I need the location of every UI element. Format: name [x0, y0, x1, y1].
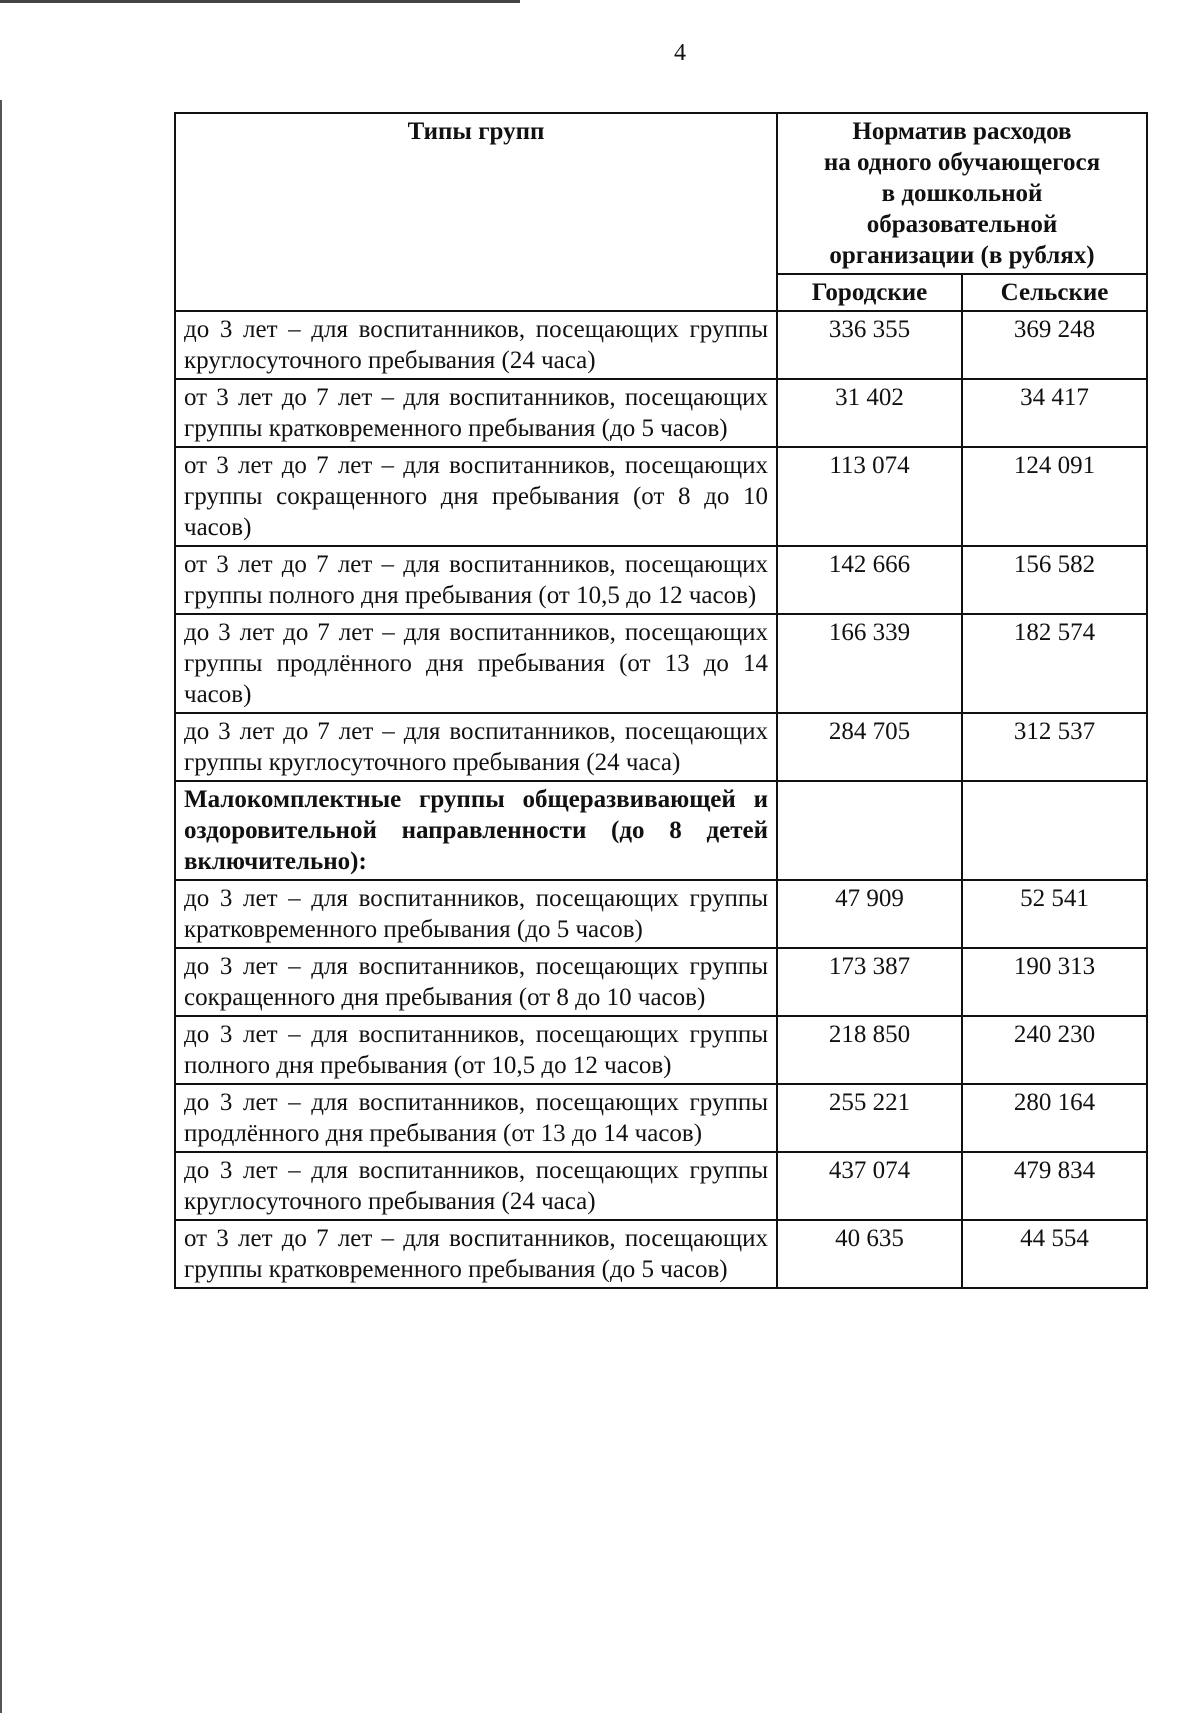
types-column-header: Типы групп [175, 113, 777, 311]
rural-value-cell: 280 164 [962, 1084, 1147, 1152]
page-number: 4 [674, 40, 686, 66]
group-type-cell: от 3 лет до 7 лет – для воспитанников, посещающих группы кратковременного пребывания (до 5 часов) [175, 1220, 777, 1288]
table-row [175, 713, 1147, 781]
table-row [175, 1152, 1147, 1220]
rural-value-cell [962, 781, 1147, 880]
table-row [175, 546, 1147, 614]
norm-header-line: на одного обучающегося [823, 149, 1101, 176]
table-body [175, 311, 1147, 1288]
table-row [175, 1084, 1147, 1152]
table-row [175, 311, 1147, 379]
urban-value-cell: 31 402 [777, 379, 962, 447]
table-row [175, 880, 1147, 948]
norm-column-header [777, 113, 1147, 274]
norm-header-line: Норматив расходов [852, 118, 1072, 145]
group-type-cell: от 3 лет до 7 лет – для воспитанников, посещающих группы полного дня пребывания (от 10,5 до 12 часов) [175, 546, 777, 614]
urban-value-cell: 40 635 [777, 1220, 962, 1288]
rural-value-cell: 369 248 [962, 311, 1147, 379]
table-row [175, 447, 1147, 546]
rural-value-cell: 182 574 [962, 614, 1147, 713]
urban-column-header: Городские [777, 274, 962, 311]
urban-value-cell: 142 666 [777, 546, 962, 614]
group-type-cell: до 3 лет – для воспитанников, посещающих группы круглосуточного пребывания (24 часа) [175, 311, 777, 379]
scan-top-edge [0, 0, 520, 3]
rural-value-cell: 240 230 [962, 1016, 1147, 1084]
cost-norm-table [174, 112, 1148, 1289]
group-type-cell: до 3 лет до 7 лет – для воспитанников, посещающих группы круглосуточного пребывания (24 часа) [175, 713, 777, 781]
rural-value-cell: 479 834 [962, 1152, 1147, 1220]
urban-value-cell: 166 339 [777, 614, 962, 713]
group-type-cell: до 3 лет – для воспитанников, посещающих группы круглосуточного пребывания (24 часа) [175, 1152, 777, 1220]
group-type-cell: до 3 лет – для воспитанников, посещающих группы продлённого дня пребывания (от 13 до 14 часов) [175, 1084, 777, 1152]
urban-value-cell: 255 221 [777, 1084, 962, 1152]
table-row [175, 614, 1147, 713]
urban-value-cell: 336 355 [777, 311, 962, 379]
group-type-cell: до 3 лет – для воспитанников, посещающих группы полного дня пребывания (от 10,5 до 12 часов) [175, 1016, 777, 1084]
urban-value-cell: 437 074 [777, 1152, 962, 1220]
norm-header-line: образовательной [866, 211, 1058, 238]
rural-column-header: Сельские [962, 274, 1147, 311]
urban-value-cell: 113 074 [777, 447, 962, 546]
urban-value-cell: 47 909 [777, 880, 962, 948]
table-row [175, 948, 1147, 1016]
group-type-cell: от 3 лет до 7 лет – для воспитанников, посещающих группы кратковременного пребывания (до 5 часов) [175, 379, 777, 447]
table-group-title-row [175, 781, 1147, 880]
rural-value-cell: 52 541 [962, 880, 1147, 948]
table-row [175, 1220, 1147, 1288]
norm-header-line: организации (в рублях) [829, 242, 1095, 269]
urban-value-cell [777, 781, 962, 880]
scan-left-edge [0, 100, 2, 1713]
group-type-cell: до 3 лет – для воспитанников, посещающих группы кратковременного пребывания (до 5 часов) [175, 880, 777, 948]
rural-value-cell: 124 091 [962, 447, 1147, 546]
group-type-cell: Малокомплектные группы общеразвивающей и оздоровительной направленности (до 8 детей включительно): [175, 781, 777, 880]
urban-value-cell: 284 705 [777, 713, 962, 781]
urban-value-cell: 218 850 [777, 1016, 962, 1084]
rural-value-cell: 44 554 [962, 1220, 1147, 1288]
table-row [175, 1016, 1147, 1084]
group-type-cell: до 3 лет – для воспитанников, посещающих группы сокращенного дня пребывания (от 8 до 10 часов) [175, 948, 777, 1016]
table-header-row [175, 113, 1147, 274]
table-row [175, 379, 1147, 447]
group-type-cell: от 3 лет до 7 лет – для воспитанников, посещающих группы сокращенного дня пребывания (от 8 до 10 часов) [175, 447, 777, 546]
rural-value-cell: 312 537 [962, 713, 1147, 781]
norm-header-line: в дошкольной [881, 180, 1043, 207]
urban-value-cell: 173 387 [777, 948, 962, 1016]
rural-value-cell: 156 582 [962, 546, 1147, 614]
rural-value-cell: 34 417 [962, 379, 1147, 447]
group-type-cell: до 3 лет до 7 лет – для воспитанников, посещающих группы продлённого дня пребывания (от 13 до 14 часов) [175, 614, 777, 713]
rural-value-cell: 190 313 [962, 948, 1147, 1016]
